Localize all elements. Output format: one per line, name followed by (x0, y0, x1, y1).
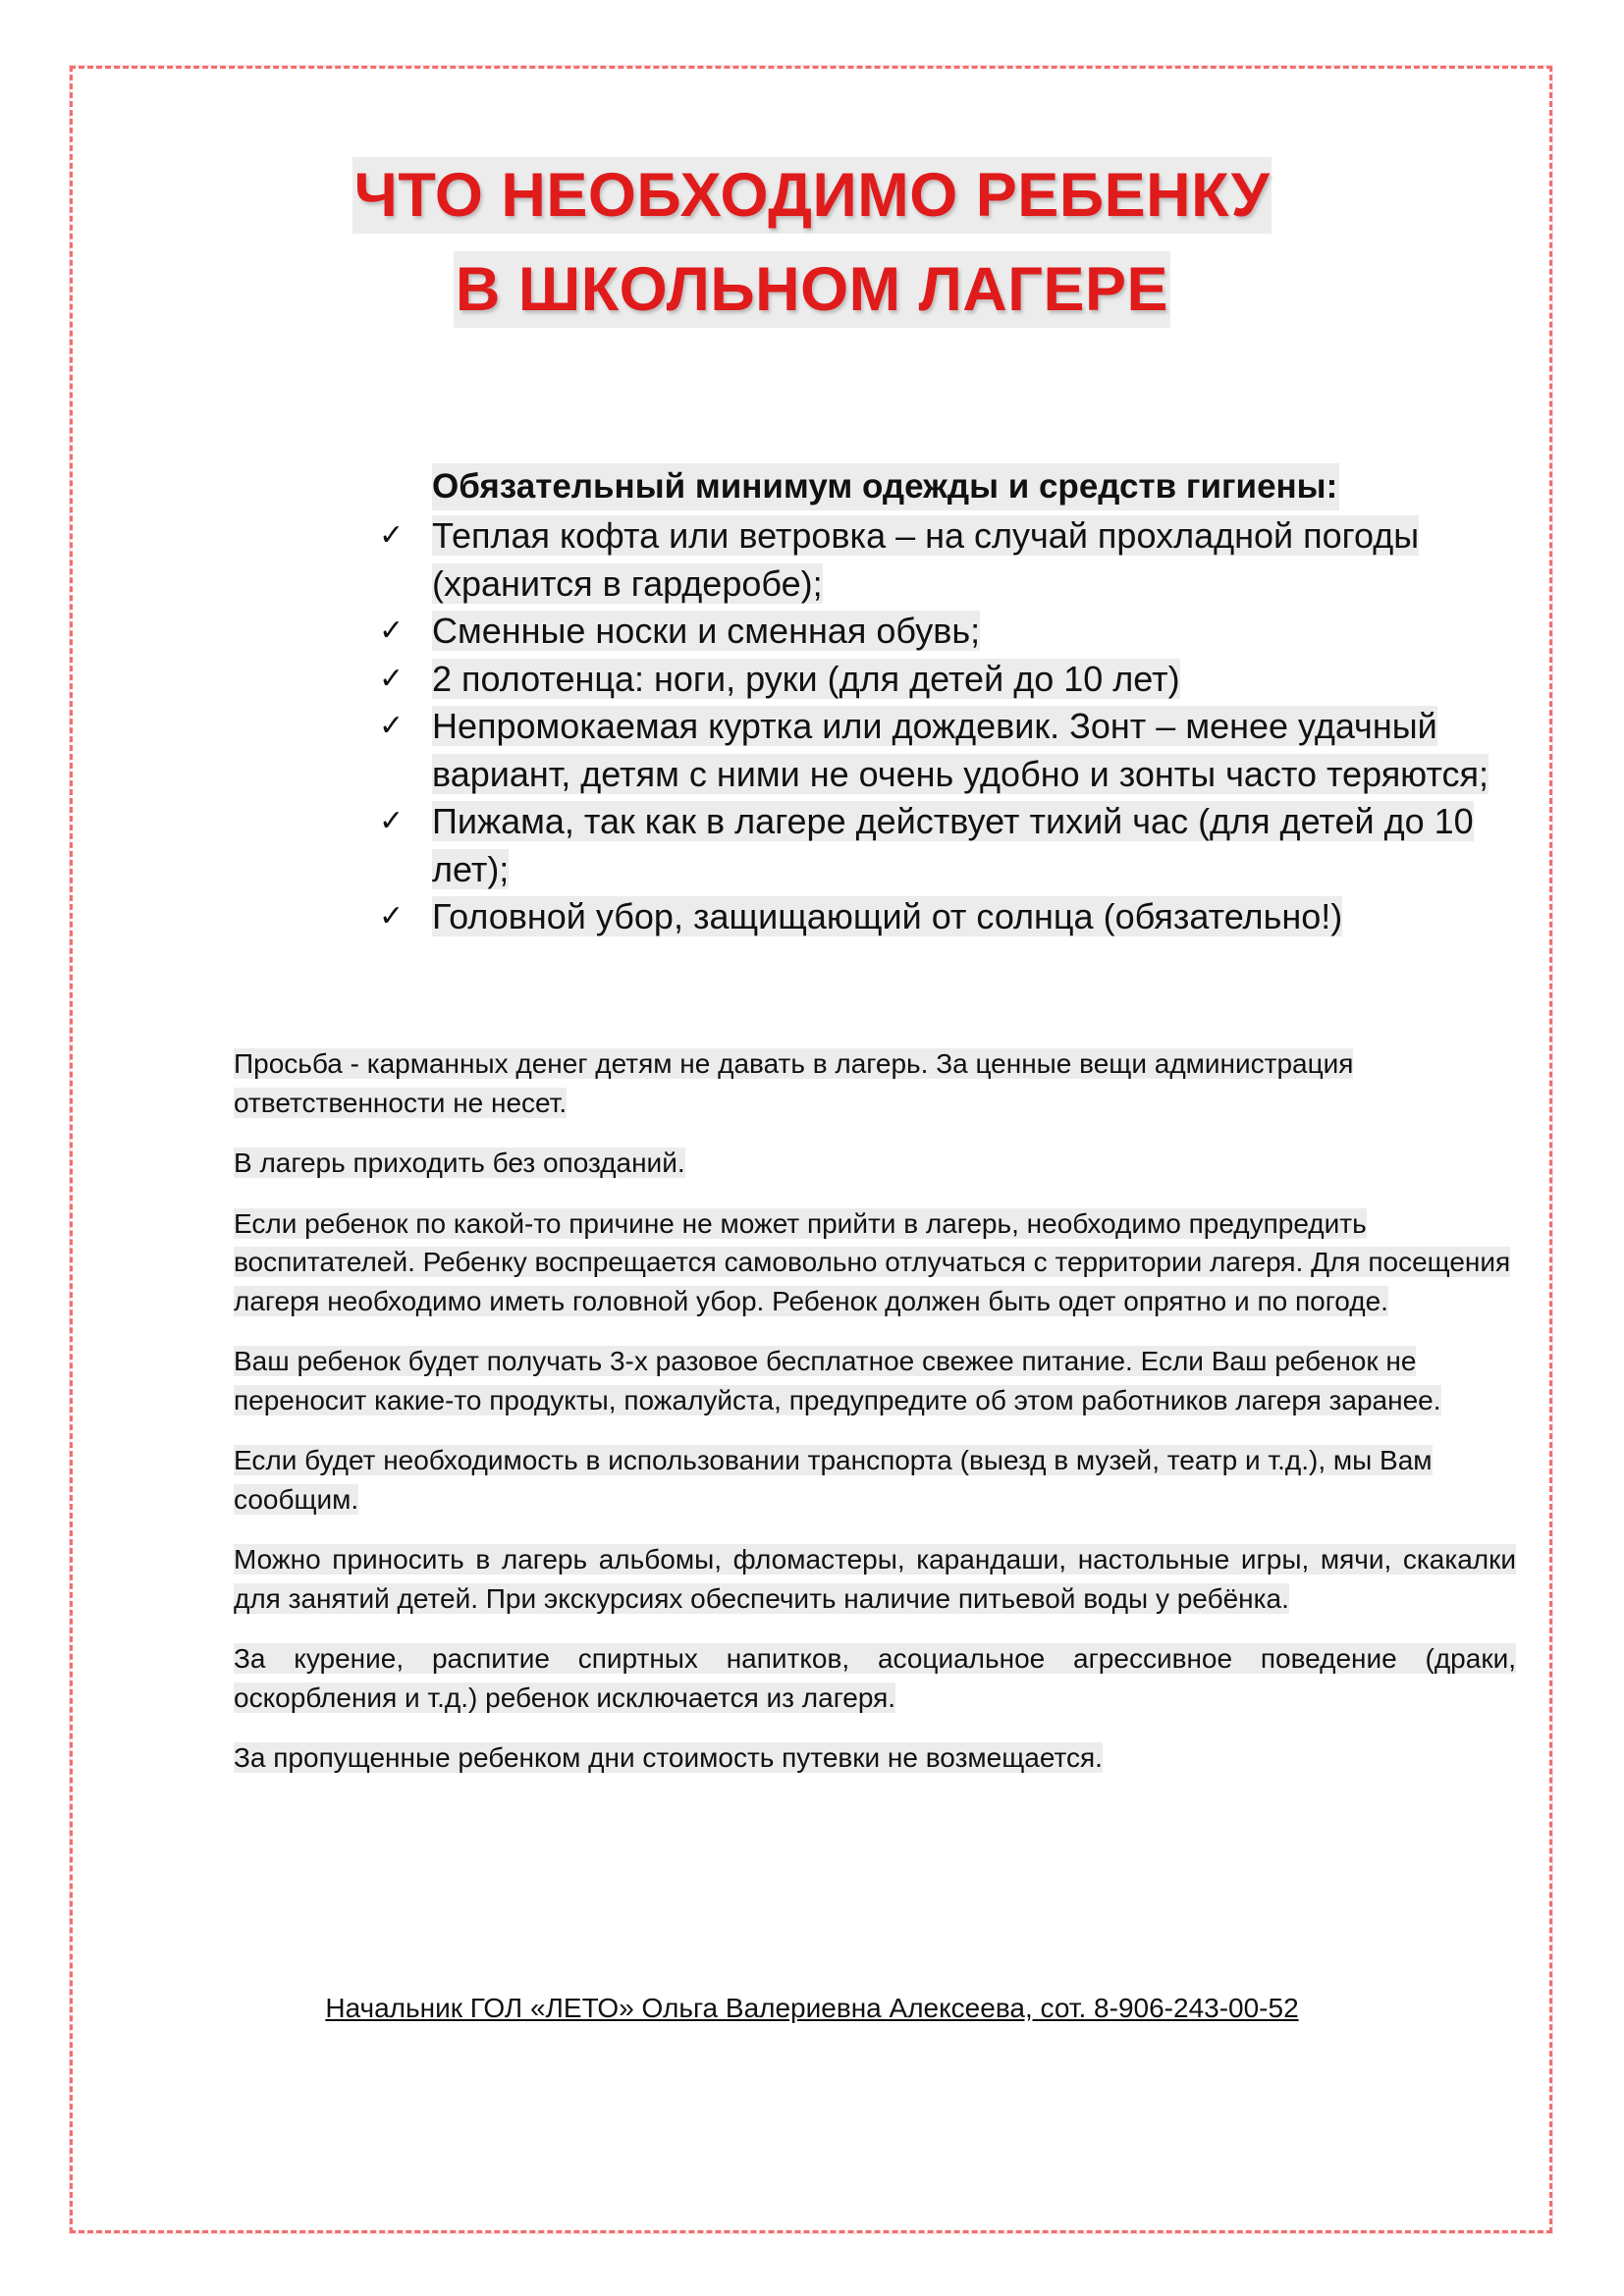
checkmark-icon: ✓ (379, 804, 405, 838)
paragraph-text: За пропущенные ребенком дни стоимость путевки не возмещается. (234, 1742, 1103, 1773)
paragraph-meals (234, 1342, 1516, 1419)
rules-section (234, 1044, 1516, 1799)
title-line-2: В ШКОЛЬНОМ ЛАГЕРЕ (454, 251, 1170, 328)
paragraph-refund (234, 1738, 1516, 1778)
checkmark-icon: ✓ (379, 518, 405, 553)
requirements-heading: Обязательный минимум одежды и средств гигиены: (432, 463, 1339, 510)
checkmark-icon: ✓ (379, 661, 405, 696)
paragraph-pocket-money (234, 1044, 1516, 1122)
checkmark-icon: ✓ (379, 899, 405, 934)
paragraph-text: В лагерь приходить без опозданий. (234, 1148, 685, 1178)
title-line-1: ЧТО НЕОБХОДИМО РЕБЕНКУ (352, 157, 1272, 234)
checkmark-icon: ✓ (379, 709, 405, 743)
document-title (0, 157, 1624, 328)
list-item (379, 608, 1528, 656)
paragraph-punctuality (234, 1144, 1516, 1183)
signature-line: Начальник ГОЛ «ЛЕТО» Ольга Валериевна Алексеева, сот. 8-906-243-00-52 (325, 1993, 1299, 2023)
list-item-text: Теплая кофта или ветровка – на случай прохладной погоды (хранится в гардеробе); (432, 515, 1420, 604)
paragraph-text: Если будет необходимость в использовании транспорта (выезд в музей, театр и т.д.), мы Вам сообщим. (234, 1445, 1433, 1515)
paragraph-text: Ваш ребенок будет получать 3-х разовое бесплатное свежее питание. Если Ваш ребенок не переносит какие-то продукты, пожалуйста, предупредите об этом работников лагеря заранее. (234, 1346, 1441, 1415)
paragraph-allowed-items (234, 1540, 1516, 1618)
checkmark-icon: ✓ (379, 614, 405, 648)
list-item (379, 893, 1528, 941)
list-item-text: 2 полотенца: ноги, руки (для детей до 10 лет) (432, 658, 1180, 699)
paragraph-text: Если ребенок по какой-то причине не может прийти в лагерь, необходимо предупредить воспитателей. Ребенку воспрещается самовольно отлучаться с территории лагеря. Для посещения лагеря необходимо иметь головной убор. Ребенок должен быть одет опрятно и по погоде. (234, 1207, 1511, 1316)
list-item-text: Непромокаемая куртка или дождевик. Зонт – менее удачный вариант, детям с ними не очень удобно и зонты часто теряются; (432, 706, 1489, 794)
paragraph-expulsion (234, 1639, 1516, 1717)
list-item-text: Сменные носки и сменная обувь; (432, 611, 981, 651)
list-item-text: Пижама, так как в лагере действует тихий час (для детей до 10 лет); (432, 801, 1474, 889)
requirements-list (379, 512, 1528, 941)
paragraph-text: Просьба - карманных денег детям не давать в лагерь. За ценные вещи администрация ответственности не несет. (234, 1048, 1354, 1118)
paragraph-transport (234, 1441, 1516, 1519)
paragraph-absence (234, 1204, 1516, 1321)
list-item-text: Головной убор, защищающий от солнца (обязательно!) (432, 896, 1343, 936)
list-item (379, 798, 1528, 893)
paragraph-text: Можно приносить в лагерь альбомы, фломастеры, карандаши, настольные игры, мячи, скакалки для занятий детей. При экскурсиях обеспечить наличие питьевой воды у ребёнка. (234, 1544, 1516, 1614)
list-item (379, 656, 1528, 704)
list-item (379, 512, 1528, 608)
list-item (379, 703, 1528, 798)
paragraph-text: За курение, распитие спиртных напитков, асоциальное агрессивное поведение (драки, оскорбления и т.д.) ребенок исключается из лагеря. (234, 1643, 1516, 1713)
